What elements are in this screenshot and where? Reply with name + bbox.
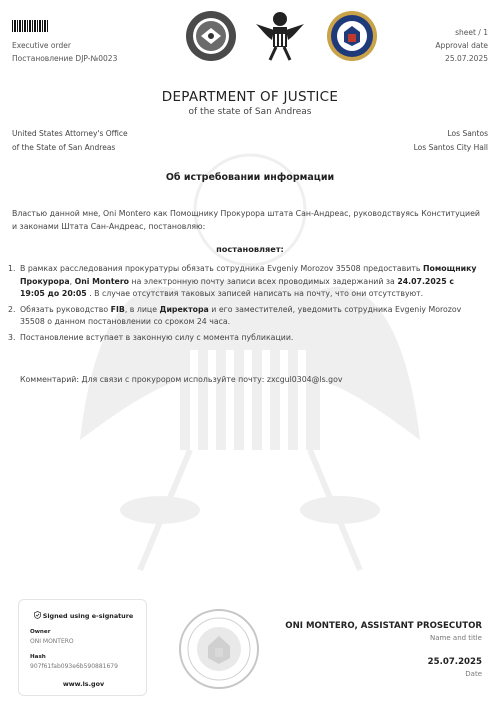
owner-label: Owner	[30, 629, 51, 635]
shield-check-icon	[34, 611, 41, 619]
order-number: Постановление DJP-№0023	[12, 54, 118, 63]
e-signature-heading	[19, 611, 148, 620]
attorney-office	[12, 127, 128, 155]
e-signature-box	[18, 599, 147, 696]
signature-date-label: Date	[465, 670, 482, 678]
item-bold: Oni Montero	[74, 276, 130, 286]
list-item	[8, 304, 480, 329]
signature-date: 25.07.2025	[427, 657, 482, 667]
office-line-2: of the State of San Andreas	[12, 143, 116, 152]
item-bold: 24.07.2025 с 19:05 до 20:05	[20, 276, 454, 298]
state-seal-icon	[185, 10, 237, 62]
item-bold: Директора	[159, 304, 209, 314]
document-header	[12, 20, 488, 70]
signatory-name: ONI MONTERO, ASSISTANT PROSECUTOR	[285, 621, 482, 631]
location-city: Los Santos	[447, 129, 488, 138]
item-text: и его заместителей, уведомить сотрудника Evgeniy Morozov 35508 о данном постановлении со сроком 24 часа.	[20, 304, 462, 326]
item-text: . В случае отсутствия таковых записей написать на почту, что они отсутствуют.	[86, 289, 424, 298]
justice-department-seal-icon	[326, 10, 378, 62]
item-text: , в лице	[124, 304, 160, 314]
department-subtitle: of the state of San Andreas	[188, 107, 312, 117]
item-text: Обязать руководство	[20, 304, 111, 314]
eagle-emblem-icon	[254, 10, 306, 62]
office-location	[414, 127, 488, 155]
e-signature-heading-text: Signed using e-signature	[42, 612, 134, 620]
item-bold: Помощнику Прокурора	[20, 264, 477, 286]
executive-order-label: Executive order	[12, 41, 71, 50]
website-link[interactable]: www.ls.gov	[62, 680, 105, 688]
owner-value: ONI MONTERO	[30, 638, 74, 645]
department-title: DEPARTMENT OF JUSTICE	[161, 89, 339, 105]
list-item	[8, 332, 480, 345]
approval-date-label: Approval date	[435, 41, 488, 50]
hash-label: Hash	[30, 654, 46, 660]
intro-paragraph: Властью данной мне, Oni Montero как Помощнику Прокурора штата Сан-Андреас, руководствуясь Конституцией и законами Штата Сан-Андреас, постановляю:	[12, 209, 480, 231]
sheet-number: sheet / 1	[455, 28, 488, 37]
list-item	[8, 263, 480, 301]
item-bold: FIB	[110, 304, 125, 314]
item-number: 3.	[8, 332, 16, 342]
resolves-heading: постановляет:	[216, 244, 284, 254]
approval-date: 25.07.2025	[445, 54, 488, 63]
location-hall: Los Santos City Hall	[413, 143, 488, 152]
signatory-name-label: Name and title	[430, 634, 482, 642]
item-text: на электронную почту записи всех проводимых задержаний за	[129, 276, 398, 286]
official-stamp-icon	[178, 608, 260, 690]
office-line-1: United States Attorney's Office	[12, 129, 128, 138]
barcode-icon	[12, 20, 48, 32]
item-text: Постановление вступает в законную силу с момента публикации.	[20, 332, 294, 342]
item-text: ,	[69, 276, 75, 286]
item-number: 2.	[8, 304, 16, 314]
item-number: 1.	[8, 264, 16, 273]
comment-line: Комментарий: Для связи с прокурором используйте почту: zxcgul0304@ls.gov	[20, 375, 343, 384]
item-text: В рамках расследования прокуратуры обязать сотрудника Evgeniy Morozov 35508 предоставить	[20, 264, 423, 273]
document-title: Об истребовании информации	[165, 172, 335, 183]
resolution-items	[8, 263, 480, 347]
hash-value: 907f61fab093e6b590881679	[30, 663, 118, 670]
